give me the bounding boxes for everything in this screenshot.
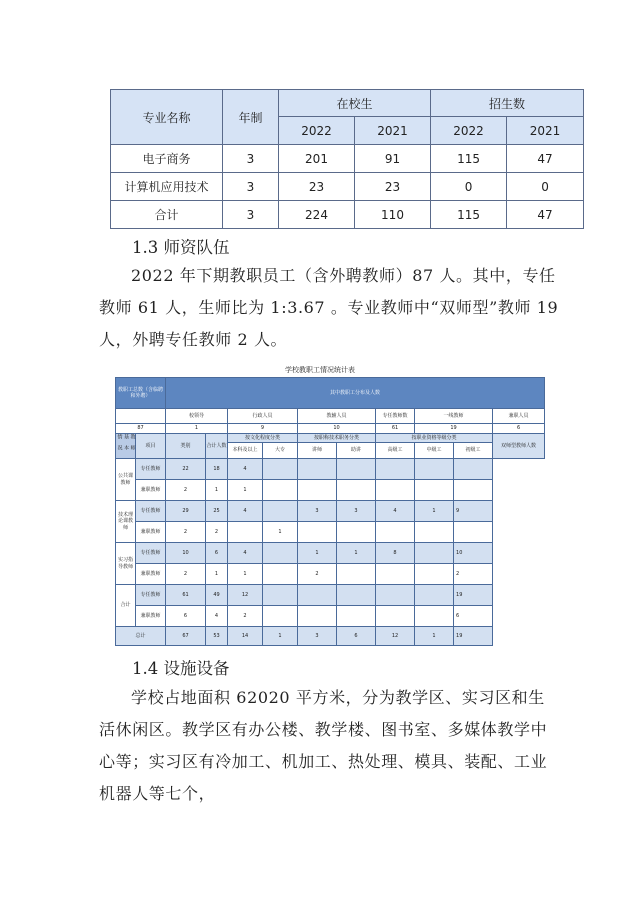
header-current: 在校生: [279, 90, 431, 117]
section-heading-1-3: 1.3 师资队伍: [132, 238, 230, 257]
header-current-2022: 2022: [279, 117, 355, 145]
row-value: 19: [454, 585, 493, 606]
row-value: [415, 459, 454, 480]
row-value: [337, 522, 376, 543]
col-header-type: 类别: [166, 434, 206, 459]
row-value: [376, 459, 415, 480]
sub-header: 中级工: [415, 443, 454, 459]
side-label: [116, 434, 136, 459]
cell-r2021: 47: [507, 145, 584, 173]
blank-cell: [116, 409, 166, 424]
sub-header: 高级工: [376, 443, 415, 459]
sub-header: 讲师: [298, 443, 337, 459]
total-row-value: 14: [228, 627, 263, 646]
total-row-value: 1: [415, 627, 454, 646]
total-row-value: 6: [337, 627, 376, 646]
row-type: 专任教师: [136, 585, 166, 606]
cat-header: 兼职人员: [493, 409, 545, 424]
row-value: 18: [206, 459, 228, 480]
row-value: 22: [166, 459, 206, 480]
row-value: [263, 585, 298, 606]
cell-years: 3: [223, 173, 279, 201]
row-value: 3: [298, 501, 337, 522]
cell-name: 电子商务: [111, 145, 223, 173]
enrollment-table: [110, 89, 584, 229]
row-value: 1: [228, 564, 263, 585]
row-value: 8: [376, 543, 415, 564]
row-value: [415, 564, 454, 585]
row-value: [337, 585, 376, 606]
staff-table-row: [116, 522, 545, 543]
header-current-2021: 2021: [355, 117, 431, 145]
row-value: [298, 606, 337, 627]
row-value: [263, 459, 298, 480]
row-value: 2: [454, 564, 493, 585]
row-value: 4: [228, 543, 263, 564]
total-row-label: 总计: [116, 627, 166, 646]
cat-header: 一线教师: [415, 409, 493, 424]
row-value: 12: [228, 585, 263, 606]
row-value: [263, 543, 298, 564]
row-value: [376, 585, 415, 606]
row-value: [298, 522, 337, 543]
total-value: 87: [116, 424, 166, 434]
staff-table-row: [116, 606, 545, 627]
row-value: [415, 543, 454, 564]
row-value: 1: [298, 543, 337, 564]
col-header-skill: 按职业资格等级分类: [376, 434, 493, 443]
row-value: 25: [206, 501, 228, 522]
cat-value: 9: [228, 424, 298, 434]
total-row-value: 19: [454, 627, 493, 646]
side-label-text: 教师基本情况: [116, 433, 136, 456]
row-value: [454, 522, 493, 543]
sub-header: 初级工: [454, 443, 493, 459]
group-label: 合计: [116, 585, 136, 627]
cell-r2022: 115: [431, 201, 507, 229]
cat-value: 61: [376, 424, 415, 434]
total-row-value: 67: [166, 627, 206, 646]
paragraph-staff: [99, 260, 559, 356]
col-header-dual: 双师型教师人数: [493, 434, 545, 459]
row-value: 1: [415, 501, 454, 522]
cell-c2022: 201: [279, 145, 355, 173]
cell-c2021: 23: [355, 173, 431, 201]
row-value: 3: [337, 501, 376, 522]
row-value: [415, 606, 454, 627]
row-value: 1: [337, 543, 376, 564]
cat-value: 19: [415, 424, 493, 434]
row-value: 2: [166, 564, 206, 585]
row-value: [376, 606, 415, 627]
paragraph-text: 学校占地面积 62020 平方米，分为教学区、实习区和生活休闲区。教学区有办公楼、教学楼、图书室、多媒体教学中心等；实习区有冷加工、机加工、热处理、模具、装配、工业机器人等七个，: [99, 688, 548, 803]
staff-table: [115, 377, 545, 646]
sub-header: 助讲: [337, 443, 376, 459]
cell-c2022: 23: [279, 173, 355, 201]
row-value: [337, 606, 376, 627]
row-value: [263, 480, 298, 501]
row-value: [376, 480, 415, 501]
group-label: 实习指导教师: [116, 543, 136, 585]
cat-value: 1: [166, 424, 228, 434]
total-row-value: 53: [206, 627, 228, 646]
cat-header: 校领导: [166, 409, 228, 424]
staff-table-row: [116, 480, 545, 501]
cell-r2021: 0: [507, 173, 584, 201]
distribution-header: 其中教职工分布及人数: [166, 378, 545, 409]
row-value: [376, 564, 415, 585]
row-value: 29: [166, 501, 206, 522]
row-value: 6: [206, 543, 228, 564]
table-row: [111, 173, 584, 201]
row-value: [228, 522, 263, 543]
row-type: 专任教师: [136, 543, 166, 564]
cell-c2022: 224: [279, 201, 355, 229]
row-value: [454, 459, 493, 480]
cat-header: 行政人员: [228, 409, 298, 424]
row-value: [337, 564, 376, 585]
staff-table-title: 学校教职工情况统计表: [285, 366, 355, 374]
row-value: 1: [206, 480, 228, 501]
row-value: 4: [376, 501, 415, 522]
row-value: 9: [454, 501, 493, 522]
col-header-item: 项目: [136, 434, 166, 459]
cat-header: 教辅人员: [298, 409, 376, 424]
row-value: 4: [206, 606, 228, 627]
paragraph-text: 2022 年下期教职员工（含外聘教师）87 人。其中，专任教师 61 人，生师比为 1:3.67 。专业教师中“双师型”教师 19 人，外聘专任教师 2 人。: [99, 266, 559, 349]
row-value: [376, 522, 415, 543]
row-value: 2: [206, 522, 228, 543]
row-value: 2: [166, 522, 206, 543]
cat-header: 专任教师数: [376, 409, 415, 424]
row-value: [263, 606, 298, 627]
group-label: 技术理论课教师: [116, 501, 136, 543]
sub-header: 大专: [263, 443, 298, 459]
cat-value: 10: [298, 424, 376, 434]
row-value: 6: [166, 606, 206, 627]
row-value: [415, 522, 454, 543]
row-value: [415, 480, 454, 501]
row-value: [337, 480, 376, 501]
staff-table-row: [116, 585, 545, 606]
total-staff-header: 教职工总数（含临聘和外聘）: [116, 378, 166, 409]
row-value: 1: [228, 480, 263, 501]
row-value: 4: [228, 501, 263, 522]
row-value: 2: [228, 606, 263, 627]
row-value: 6: [454, 606, 493, 627]
sub-header: 本科及以上: [228, 443, 263, 459]
cell-r2022: 0: [431, 173, 507, 201]
total-row: [116, 627, 545, 646]
col-header-edu: 按文化程度分类: [228, 434, 298, 443]
cell-name: 合计: [111, 201, 223, 229]
row-value: [415, 585, 454, 606]
row-value: 2: [166, 480, 206, 501]
row-value: 2: [298, 564, 337, 585]
cell-years: 3: [223, 145, 279, 173]
row-type: 专任教师: [136, 459, 166, 480]
cell-name: 计算机应用技术: [111, 173, 223, 201]
col-header-count: 合计人数: [206, 434, 228, 459]
row-value: [454, 480, 493, 501]
row-type: 兼职教师: [136, 564, 166, 585]
row-type: 兼职教师: [136, 522, 166, 543]
staff-table-row: [116, 501, 545, 522]
header-recruit: 招生数: [431, 90, 584, 117]
row-value: [298, 480, 337, 501]
row-value: 61: [166, 585, 206, 606]
cell-c2021: 91: [355, 145, 431, 173]
header-years: 年制: [223, 90, 279, 145]
staff-table-row: [116, 564, 545, 585]
cell-c2021: 110: [355, 201, 431, 229]
row-value: 10: [166, 543, 206, 564]
cat-value: 6: [493, 424, 545, 434]
total-row-value: 12: [376, 627, 415, 646]
row-value: [263, 501, 298, 522]
row-value: 1: [263, 522, 298, 543]
row-type: 专任教师: [136, 501, 166, 522]
col-header-title: 按职称技术职务分类: [298, 434, 376, 443]
cell-r2022: 115: [431, 145, 507, 173]
row-value: 4: [228, 459, 263, 480]
staff-table-row: [116, 543, 545, 564]
row-type: 兼职教师: [136, 480, 166, 501]
section-heading-1-4: 1.4 设施设备: [132, 659, 230, 678]
row-value: [263, 564, 298, 585]
total-row-value: 3: [298, 627, 337, 646]
cell-years: 3: [223, 201, 279, 229]
paragraph-facilities: [99, 682, 559, 810]
total-row-value: 1: [263, 627, 298, 646]
row-value: [337, 459, 376, 480]
staff-table-row: [116, 459, 545, 480]
header-recruit-2022: 2022: [431, 117, 507, 145]
table-row: [111, 145, 584, 173]
row-type: 兼职教师: [136, 606, 166, 627]
group-label: 公共课教师: [116, 459, 136, 501]
row-value: [298, 459, 337, 480]
row-value: [298, 585, 337, 606]
header-recruit-2021: 2021: [507, 117, 584, 145]
row-value: 10: [454, 543, 493, 564]
cell-r2021: 47: [507, 201, 584, 229]
header-major-name: 专业名称: [111, 90, 223, 145]
row-value: 1: [206, 564, 228, 585]
table-row: [111, 201, 584, 229]
row-value: 49: [206, 585, 228, 606]
